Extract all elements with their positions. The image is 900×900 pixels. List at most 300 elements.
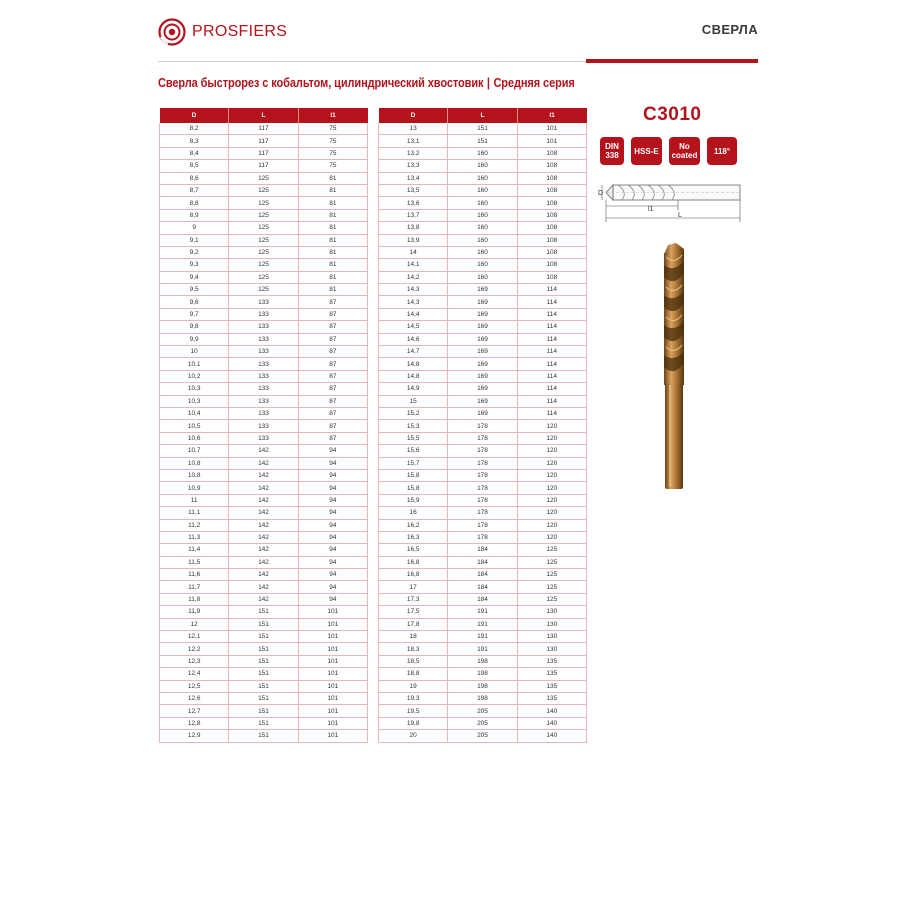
cell-length: 133 — [229, 333, 298, 345]
cell-diameter: 11,3 — [160, 531, 229, 543]
table-header-row — [160, 108, 368, 123]
cell-diameter: 9,9 — [160, 333, 229, 345]
cell-length: 117 — [229, 123, 298, 135]
cell-length: 160 — [448, 222, 517, 234]
table-row — [160, 593, 368, 605]
table-row — [160, 692, 368, 704]
cell-length: 125 — [229, 271, 298, 283]
header-divider — [158, 61, 586, 62]
cell-diameter: 12,8 — [160, 717, 229, 729]
cell-length: 151 — [229, 643, 298, 655]
cell-flute-length: 108 — [517, 209, 586, 221]
cell-length: 191 — [448, 606, 517, 618]
cell-diameter: 14,7 — [379, 346, 448, 358]
cell-diameter: 9 — [160, 222, 229, 234]
table-row — [379, 395, 587, 407]
cell-length: 169 — [448, 395, 517, 407]
table-row — [379, 631, 587, 643]
cell-flute-length: 94 — [298, 556, 367, 568]
cell-length: 184 — [448, 556, 517, 568]
cell-flute-length: 101 — [298, 643, 367, 655]
cell-flute-length: 114 — [517, 407, 586, 419]
cell-diameter: 13,5 — [379, 184, 448, 196]
cell-diameter: 14,8 — [379, 358, 448, 370]
brand-logo — [158, 17, 287, 47]
cell-flute-length: 130 — [517, 631, 586, 643]
table-row — [160, 482, 368, 494]
cell-length: 142 — [229, 531, 298, 543]
cell-diameter: 15,3 — [379, 420, 448, 432]
table-row — [379, 222, 587, 234]
table-row — [379, 147, 587, 159]
cell-flute-length: 101 — [298, 668, 367, 680]
cell-diameter: 10,1 — [160, 358, 229, 370]
cell-flute-length: 87 — [298, 370, 367, 382]
cell-flute-length: 101 — [298, 631, 367, 643]
cell-flute-length: 75 — [298, 135, 367, 147]
cell-flute-length: 87 — [298, 333, 367, 345]
cell-diameter: 9,3 — [160, 259, 229, 271]
table-row — [379, 643, 587, 655]
cell-length: 169 — [448, 346, 517, 358]
cell-diameter: 9,5 — [160, 284, 229, 296]
table-row — [379, 160, 587, 172]
table-row — [379, 197, 587, 209]
cell-flute-length: 108 — [517, 172, 586, 184]
cell-length: 151 — [229, 692, 298, 704]
cell-flute-length: 120 — [517, 494, 586, 506]
table-row — [160, 445, 368, 457]
cell-flute-length: 87 — [298, 358, 367, 370]
cell-diameter: 11,9 — [160, 606, 229, 618]
cell-diameter: 15,5 — [379, 432, 448, 444]
cell-diameter: 14,4 — [379, 308, 448, 320]
cell-length: 160 — [448, 184, 517, 196]
table-row — [379, 308, 587, 320]
cell-diameter: 17,3 — [379, 593, 448, 605]
badge-angle-text: 118° — [713, 146, 731, 156]
cell-length: 169 — [448, 358, 517, 370]
cell-diameter: 10,4 — [160, 407, 229, 419]
cell-flute-length: 108 — [517, 222, 586, 234]
table-row — [160, 184, 368, 196]
table-row — [379, 593, 587, 605]
table-row — [379, 407, 587, 419]
cell-diameter: 15,2 — [379, 407, 448, 419]
cell-length: 125 — [229, 234, 298, 246]
cell-length: 198 — [448, 692, 517, 704]
cell-length: 151 — [448, 135, 517, 147]
table-row — [379, 730, 587, 742]
table-row — [160, 333, 368, 345]
table-row — [379, 370, 587, 382]
diagram-label-l1: l1 — [648, 206, 654, 213]
cell-flute-length: 94 — [298, 469, 367, 481]
cell-length: 184 — [448, 569, 517, 581]
table-row — [160, 420, 368, 432]
cell-flute-length: 94 — [298, 482, 367, 494]
diagram-label-d: D — [598, 190, 604, 197]
table-row — [160, 147, 368, 159]
cell-length: 117 — [229, 135, 298, 147]
cell-length: 151 — [229, 655, 298, 667]
drill-bit-image — [654, 243, 694, 491]
cell-flute-length: 94 — [298, 445, 367, 457]
cell-diameter: 8,6 — [160, 172, 229, 184]
cell-length: 142 — [229, 482, 298, 494]
cell-flute-length: 125 — [517, 593, 586, 605]
cell-length: 142 — [229, 519, 298, 531]
cell-diameter: 18,5 — [379, 655, 448, 667]
cell-length: 178 — [448, 519, 517, 531]
cell-flute-length: 94 — [298, 531, 367, 543]
cell-length: 142 — [229, 556, 298, 568]
cell-length: 133 — [229, 358, 298, 370]
table-row — [379, 606, 587, 618]
table-row — [160, 197, 368, 209]
cell-flute-length: 101 — [517, 123, 586, 135]
cell-diameter: 16,3 — [379, 531, 448, 543]
cell-length: 178 — [448, 482, 517, 494]
cell-flute-length: 125 — [517, 556, 586, 568]
cell-diameter: 11,8 — [160, 593, 229, 605]
cell-length: 169 — [448, 321, 517, 333]
cell-length: 151 — [229, 668, 298, 680]
cell-diameter: 16,8 — [379, 556, 448, 568]
cell-diameter: 18 — [379, 631, 448, 643]
cell-length: 125 — [229, 209, 298, 221]
table-row — [379, 655, 587, 667]
cell-diameter: 13,6 — [379, 197, 448, 209]
cell-flute-length: 120 — [517, 420, 586, 432]
cell-length: 169 — [448, 284, 517, 296]
cell-length: 198 — [448, 668, 517, 680]
table-row — [379, 358, 587, 370]
cell-flute-length: 81 — [298, 259, 367, 271]
cell-flute-length: 87 — [298, 395, 367, 407]
cell-flute-length: 114 — [517, 284, 586, 296]
table-row — [160, 618, 368, 630]
cell-flute-length: 135 — [517, 655, 586, 667]
col-header-d: D — [379, 108, 448, 123]
cell-flute-length: 108 — [517, 259, 586, 271]
cell-diameter: 10,7 — [160, 445, 229, 457]
cell-diameter: 13 — [379, 123, 448, 135]
cell-diameter: 12,5 — [160, 680, 229, 692]
table-row — [160, 556, 368, 568]
cell-diameter: 12 — [160, 618, 229, 630]
cell-length: 191 — [448, 618, 517, 630]
cell-length: 184 — [448, 581, 517, 593]
cell-length: 198 — [448, 655, 517, 667]
cell-length: 205 — [448, 730, 517, 742]
cell-length: 169 — [448, 296, 517, 308]
cell-diameter: 10,8 — [160, 469, 229, 481]
cell-flute-length: 120 — [517, 531, 586, 543]
cell-flute-length: 108 — [517, 234, 586, 246]
cell-flute-length: 94 — [298, 544, 367, 556]
cell-flute-length: 94 — [298, 494, 367, 506]
table-row — [160, 606, 368, 618]
cell-diameter: 14 — [379, 246, 448, 258]
cell-diameter: 9,7 — [160, 308, 229, 320]
table-row — [160, 234, 368, 246]
cell-flute-length: 140 — [517, 705, 586, 717]
cell-diameter: 10,5 — [160, 420, 229, 432]
cell-length: 117 — [229, 160, 298, 172]
cell-diameter: 19,8 — [379, 717, 448, 729]
cell-diameter: 15,7 — [379, 457, 448, 469]
cell-flute-length: 94 — [298, 581, 367, 593]
cell-flute-length: 125 — [517, 569, 586, 581]
cell-flute-length: 81 — [298, 246, 367, 258]
table-row — [160, 271, 368, 283]
cell-flute-length: 114 — [517, 358, 586, 370]
cell-diameter: 10,3 — [160, 395, 229, 407]
table-row — [160, 321, 368, 333]
cell-length: 169 — [448, 333, 517, 345]
cell-flute-length: 114 — [517, 296, 586, 308]
cell-length: 151 — [229, 606, 298, 618]
table-row — [160, 531, 368, 543]
cell-diameter: 13,2 — [379, 147, 448, 159]
cell-length: 198 — [448, 680, 517, 692]
table-row — [160, 246, 368, 258]
cell-diameter: 14,6 — [379, 333, 448, 345]
cell-diameter: 14,1 — [379, 259, 448, 271]
cell-length: 191 — [448, 643, 517, 655]
cell-length: 142 — [229, 445, 298, 457]
cell-flute-length: 101 — [298, 717, 367, 729]
cell-diameter: 15,9 — [379, 494, 448, 506]
table-row — [160, 135, 368, 147]
cell-diameter: 12,6 — [160, 692, 229, 704]
cell-flute-length: 114 — [517, 395, 586, 407]
table-row — [160, 308, 368, 320]
page-title-main: Сверла быстрорез с кобальтом, цилиндрический хвостовик — [158, 76, 484, 90]
cell-flute-length: 108 — [517, 246, 586, 258]
cell-length: 133 — [229, 346, 298, 358]
cell-length: 160 — [448, 271, 517, 283]
cell-flute-length: 101 — [298, 705, 367, 717]
table-row — [160, 346, 368, 358]
table-row — [379, 420, 587, 432]
table-row — [379, 519, 587, 531]
cell-flute-length: 120 — [517, 457, 586, 469]
table-row — [379, 482, 587, 494]
table-row — [379, 531, 587, 543]
cell-diameter: 14,3 — [379, 284, 448, 296]
spec-table-right — [378, 108, 587, 743]
table-row — [160, 680, 368, 692]
brand-name: PROSFIERS — [192, 23, 288, 40]
cell-flute-length: 101 — [298, 680, 367, 692]
cell-flute-length: 120 — [517, 519, 586, 531]
table-row — [379, 271, 587, 283]
table-row — [379, 321, 587, 333]
table-row — [160, 469, 368, 481]
cell-diameter: 14,8 — [379, 370, 448, 382]
cell-flute-length: 81 — [298, 271, 367, 283]
cell-flute-length: 108 — [517, 184, 586, 196]
cell-diameter: 13,4 — [379, 172, 448, 184]
table-row — [160, 730, 368, 742]
badge-material-text: HSS-E — [634, 146, 659, 156]
table-row — [379, 569, 587, 581]
page-title-separator: | — [486, 76, 490, 90]
cell-flute-length: 108 — [517, 197, 586, 209]
cell-diameter: 10,6 — [160, 432, 229, 444]
product-code: C3010 — [643, 104, 702, 125]
table-row — [379, 544, 587, 556]
table-row — [379, 284, 587, 296]
table-row — [160, 569, 368, 581]
cell-flute-length: 81 — [298, 184, 367, 196]
cell-flute-length: 108 — [517, 147, 586, 159]
spec-badges — [600, 137, 737, 165]
diagram-label-l: L — [678, 212, 682, 219]
badge-material — [631, 137, 662, 165]
table-row — [160, 544, 368, 556]
cell-length: 178 — [448, 432, 517, 444]
table-row — [160, 222, 368, 234]
cell-length: 151 — [229, 680, 298, 692]
table-row — [379, 680, 587, 692]
table-row — [160, 123, 368, 135]
cell-diameter: 9,1 — [160, 234, 229, 246]
cell-length: 178 — [448, 531, 517, 543]
cell-length: 151 — [229, 631, 298, 643]
cell-flute-length: 125 — [517, 544, 586, 556]
cell-diameter: 12,1 — [160, 631, 229, 643]
cell-flute-length: 120 — [517, 445, 586, 457]
page-title — [158, 76, 575, 90]
cell-diameter: 18,3 — [379, 643, 448, 655]
cell-flute-length: 135 — [517, 668, 586, 680]
cell-diameter: 14,3 — [379, 296, 448, 308]
cell-diameter: 9,8 — [160, 321, 229, 333]
table-row — [160, 507, 368, 519]
cell-flute-length: 130 — [517, 606, 586, 618]
cell-diameter: 17,8 — [379, 618, 448, 630]
cell-flute-length: 94 — [298, 457, 367, 469]
cell-diameter: 8,9 — [160, 209, 229, 221]
cell-length: 178 — [448, 494, 517, 506]
cell-length: 142 — [229, 569, 298, 581]
cell-flute-length: 120 — [517, 482, 586, 494]
table-row — [379, 469, 587, 481]
cell-flute-length: 130 — [517, 643, 586, 655]
table-row — [379, 234, 587, 246]
table-row — [379, 383, 587, 395]
col-header-d: D — [160, 108, 229, 123]
cell-diameter: 14,5 — [379, 321, 448, 333]
cell-diameter: 11,1 — [160, 507, 229, 519]
cell-length: 160 — [448, 234, 517, 246]
table-row — [379, 123, 587, 135]
cell-flute-length: 140 — [517, 717, 586, 729]
cell-diameter: 10,8 — [160, 457, 229, 469]
table-row — [160, 668, 368, 680]
cell-length: 142 — [229, 457, 298, 469]
cell-length: 178 — [448, 469, 517, 481]
col-header-l1: l1 — [517, 108, 586, 123]
cell-length: 151 — [229, 618, 298, 630]
cell-flute-length: 135 — [517, 680, 586, 692]
cell-diameter: 12,2 — [160, 643, 229, 655]
cell-length: 205 — [448, 705, 517, 717]
cell-length: 151 — [229, 705, 298, 717]
table-row — [160, 358, 368, 370]
cell-length: 125 — [229, 172, 298, 184]
cell-flute-length: 114 — [517, 370, 586, 382]
cell-length: 160 — [448, 209, 517, 221]
cell-length: 125 — [229, 184, 298, 196]
cell-diameter: 12,7 — [160, 705, 229, 717]
cell-length: 160 — [448, 246, 517, 258]
cell-length: 125 — [229, 246, 298, 258]
cell-length: 178 — [448, 445, 517, 457]
cell-diameter: 10,2 — [160, 370, 229, 382]
table-header-row — [379, 108, 587, 123]
cell-diameter: 8,3 — [160, 135, 229, 147]
spec-table-left — [159, 108, 368, 743]
cell-flute-length: 75 — [298, 160, 367, 172]
cell-length: 125 — [229, 259, 298, 271]
cell-length: 184 — [448, 593, 517, 605]
table-row — [379, 618, 587, 630]
badge-coating-line1: No — [679, 142, 690, 151]
cell-diameter: 9,2 — [160, 246, 229, 258]
cell-length: 133 — [229, 432, 298, 444]
badge-angle — [707, 137, 737, 165]
badge-din — [600, 137, 624, 165]
table-row — [160, 581, 368, 593]
cell-flute-length: 140 — [517, 730, 586, 742]
cell-flute-length: 87 — [298, 420, 367, 432]
badge-din-line1: DIN — [605, 142, 619, 151]
cell-diameter: 18,8 — [379, 668, 448, 680]
cell-length: 169 — [448, 308, 517, 320]
cell-flute-length: 81 — [298, 222, 367, 234]
table-row — [160, 519, 368, 531]
cell-length: 151 — [448, 123, 517, 135]
cell-flute-length: 81 — [298, 209, 367, 221]
cell-flute-length: 87 — [298, 296, 367, 308]
cell-diameter: 8,5 — [160, 160, 229, 172]
cell-length: 142 — [229, 507, 298, 519]
cell-length: 169 — [448, 383, 517, 395]
table-row — [160, 296, 368, 308]
table-row — [379, 172, 587, 184]
table-row — [160, 383, 368, 395]
cell-diameter: 15,6 — [379, 445, 448, 457]
cell-flute-length: 101 — [298, 606, 367, 618]
cell-length: 178 — [448, 457, 517, 469]
cell-flute-length: 114 — [517, 346, 586, 358]
cell-diameter: 8,2 — [160, 123, 229, 135]
cell-length: 133 — [229, 321, 298, 333]
cell-flute-length: 108 — [517, 271, 586, 283]
cell-flute-length: 114 — [517, 383, 586, 395]
cell-length: 160 — [448, 147, 517, 159]
cell-flute-length: 87 — [298, 407, 367, 419]
cell-length: 160 — [448, 172, 517, 184]
cell-diameter: 12,9 — [160, 730, 229, 742]
table-row — [160, 395, 368, 407]
cell-diameter: 13,7 — [379, 209, 448, 221]
cell-diameter: 16 — [379, 507, 448, 519]
